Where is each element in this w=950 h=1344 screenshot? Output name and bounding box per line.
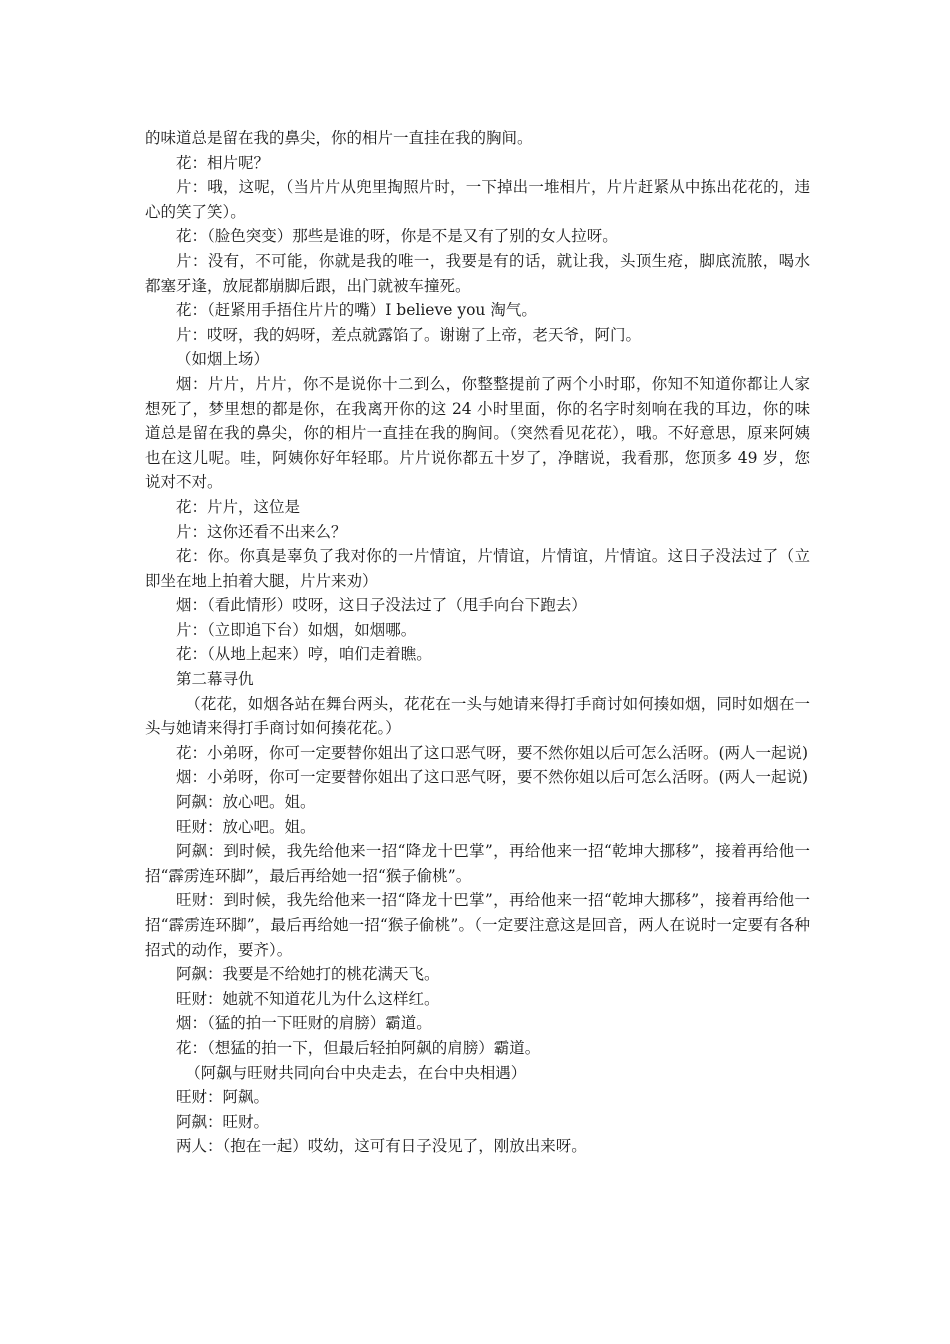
dialogue-line: 旺财：阿飙。 — [176, 1088, 270, 1107]
dialogue-line: 烟：片片，片片，你不是说你十二到么，你整整提前了两个小时耶，你知不知道你都让人家想死了，梦里想的都是你，在我离开你的这 24 小时里面，你的名字时刻响在我的耳边，你的味道总是留在我的鼻尖，你的相片一直挂在我的胸间。（突然看见花花），哦。不好意思，原来阿姨也在这儿呢。哇，阿姨你好年轻耶。片片说你都五十岁了，净瞎说，我看那，您顶多 49 岁，您说对不对。 — [145, 374, 810, 492]
dialogue-line: 花：（从地上起来）哼，咱们走着瞧。 — [176, 645, 432, 664]
dialogue-line: 花：相片呢？ — [176, 153, 270, 172]
dialogue-line: 烟：（猛的拍一下旺财的肩膀）霸道。 — [176, 1014, 432, 1033]
dialogue-line: 烟：（看此情形）哎呀，这日子没法过了（甩手向台下跑去） — [176, 596, 587, 615]
act-heading: 第二幕寻仇 — [176, 670, 254, 689]
dialogue-line: 阿飙：我要是不给她打的桃花满天飞。 — [176, 965, 440, 984]
script-text-body — [145, 126, 810, 1159]
dialogue-line: 阿飙：旺财。 — [176, 1112, 270, 1131]
dialogue-line: 花：小弟呀，你可一定要替你姐出了这口恶气呀，要不然你姐以后可怎么活呀。(两人一起说) — [176, 743, 809, 762]
dialogue-line: 旺财：放心吧。姐。 — [176, 817, 316, 836]
dialogue-line: 阿飙：放心吧。姐。 — [176, 793, 316, 812]
dialogue-line: 片：哎呀，我的妈呀，差点就露馅了。谢谢了上帝，老天爷，阿门。 — [176, 325, 642, 344]
dialogue-line: 花：（想猛的拍一下，但最后轻拍阿飙的肩膀）霸道。 — [176, 1038, 541, 1057]
dialogue-line: 片：（立即追下台）如烟，如烟哪。 — [176, 620, 417, 639]
dialogue-line: 片：哦，这呢，（当片片从兜里掏照片时，一下掉出一堆相片，片片赶紧从中拣出花花的，违心的笑了笑）。 — [145, 178, 810, 221]
stage-direction: （花花，如烟各站在舞台两头，花花在一头与她请来得打手商讨如何揍如烟，同时如烟在一头与她请来得打手商讨如何揍花花。） — [145, 694, 810, 738]
dialogue-line: 花：你。你真是辜负了我对你的一片情谊，片情谊，片情谊，片情谊。这日子没法过了（立即坐在地上拍着大腿，片片来劝） — [145, 547, 810, 590]
stage-direction: （阿飙与旺财共同向台中央走去，在台中央相遇） — [185, 1063, 527, 1082]
dialogue-line: 花：片片，这位是 — [176, 497, 301, 516]
dialogue-line: 两人：（抱在一起）哎幼，这可有日子没见了，刚放出来呀。 — [176, 1137, 587, 1156]
dialogue-line: 片：这你还看不出来么？ — [176, 522, 347, 541]
dialogue-line: 片：没有，不可能，你就是我的唯一，我要是有的话，就让我，头顶生疮，脚底流脓，喝水都塞牙逢，放屁都崩脚后跟，出门就被车撞死。 — [145, 251, 810, 295]
stage-direction: （如烟上场） — [176, 350, 270, 369]
dialogue-line: 烟：小弟呀，你可一定要替你姐出了这口恶气呀，要不然你姐以后可怎么活呀。(两人一起说) — [176, 768, 809, 787]
dialogue-line: 花：（脸色突变）那些是谁的呀，你是不是又有了别的女人拉呀。 — [176, 227, 618, 246]
dialogue-line: 旺财：她就不知道花儿为什么这样红。 — [176, 989, 440, 1008]
paragraph: 的味道总是留在我的鼻尖，你的相片一直挂在我的胸间。 — [145, 129, 533, 147]
dialogue-line: 旺财：到时候，我先给他来一招“降龙十巴掌”，再给他来一招“乾坤大挪移”，接着再给他一招“霹雳连环脚”，最后再给她一招“猴子偷桃”。（一定要注意这是回音，两人在说时一定要有各种招式的动作，要齐）。 — [145, 891, 810, 959]
dialogue-line: 阿飙：到时候，我先给他来一招“降龙十巴掌”，再给他来一招“乾坤大挪移”，接着再给他一招“霹雳连环脚”，最后再给她一招“猴子偷桃”。 — [145, 842, 810, 885]
dialogue-line: 花：（赶紧用手捂住片片的嘴）I believe you 淘气。 — [176, 301, 537, 320]
